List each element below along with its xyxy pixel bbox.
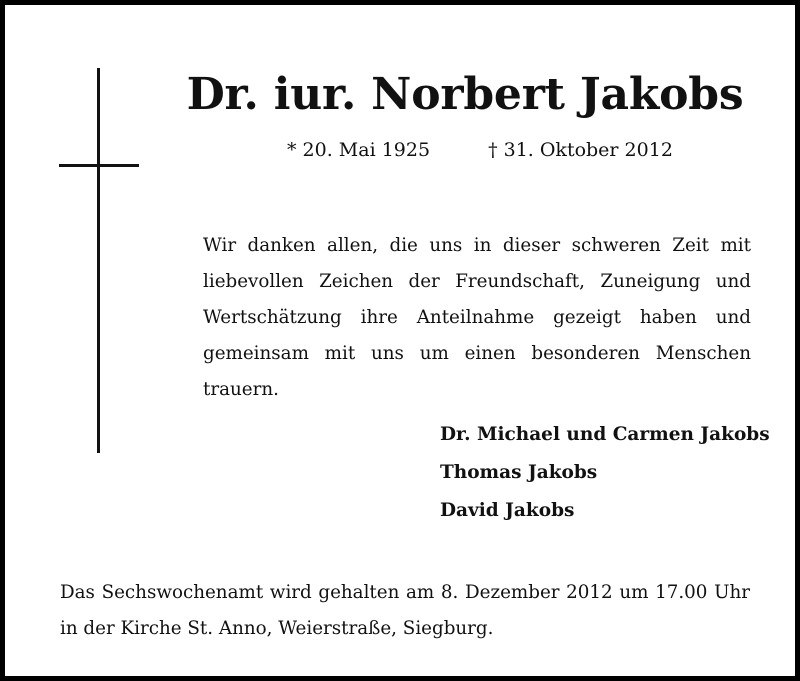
family-member: David Jakobs xyxy=(440,500,575,521)
cross-horizontal-bar xyxy=(59,164,139,167)
cross-icon xyxy=(59,68,139,453)
memorial-service-info: Das Sechswochenamt wird gehalten am 8. Dezember 2012 um 17.00 Uhr in der Kirche St. Anno, Weierstraße, Siegburg. xyxy=(60,582,750,639)
deceased-name: Dr. iur. Norbert Jakobs xyxy=(186,69,744,120)
thank-you-message: Wir danken allen, die uns in dieser schweren Zeit mit liebevollen Zeichen der Freundschaft, Zuneigung und Wertschätzung ihre Anteilnahme gezeigt haben und gemeinsam mit uns um einen besonderen Menschen trauern. xyxy=(203,235,751,400)
birth-date: * 20. Mai 1925 xyxy=(287,139,431,161)
cross-vertical-bar xyxy=(97,68,100,453)
family-member: Dr. Michael und Carmen Jakobs xyxy=(440,424,770,445)
life-dates xyxy=(287,136,673,164)
family-member: Thomas Jakobs xyxy=(440,462,598,483)
death-date: † 31. Oktober 2012 xyxy=(488,139,673,161)
family-signatures xyxy=(440,416,770,530)
